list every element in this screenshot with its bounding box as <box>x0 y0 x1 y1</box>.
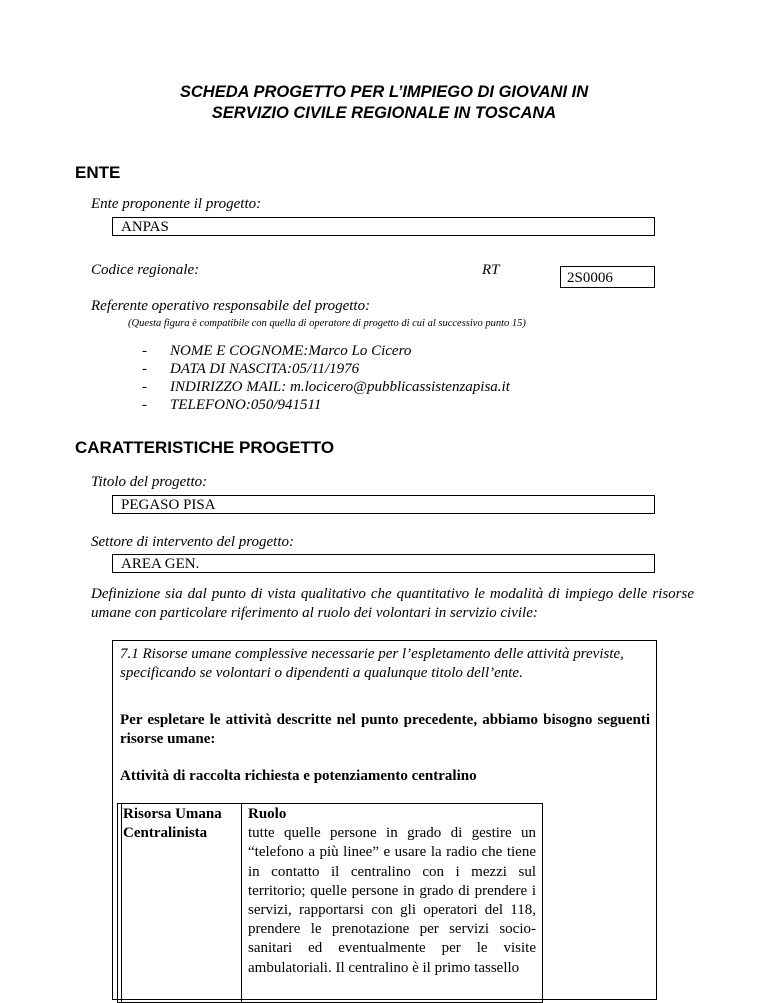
risorse-intro: Per espletare le attività descritte nel punto precedente, abbiamo bisogno seguenti risorse umane: <box>120 712 650 747</box>
title-line-1: SCHEDA PROGETTO PER L’IMPIEGO DI GIOVANI IN <box>179 83 589 101</box>
risorse-question: 7.1 Risorse umane complessive necessarie per l’espletamento delle attività previste, specificando se volontari o dipendenti a qualunque titolo dell’ente. <box>120 646 624 681</box>
codice-regionale-prefix: RT <box>482 262 500 278</box>
titolo-progetto-label: Titolo del progetto: <box>91 474 208 490</box>
referente-list <box>142 342 510 414</box>
list-item: - INDIRIZZO MAIL: m.locicero@pubblicassistenzapisa.it <box>142 378 510 396</box>
document-title <box>0 82 768 124</box>
codice-regionale-label: Codice regionale: <box>91 262 200 278</box>
risorse-subheading: Attività di raccolta richiesta e potenziamento centralino <box>120 768 477 784</box>
table-cell-ruolo: tutte quelle persone in grado di gestire un “telefono a più linee” e usare la radio che tiene in contatto il centralino con i mezzi sul territorio; quelle persone in grado di prendere i servizi, rapportarsi con gli operatori del 118, prendere le prenotazione per servizi socio-sanitari ed eventualmente per le visite ambulatoriali. Il centralino è il primo tassello <box>248 825 536 976</box>
table-cell-risorsa: Centralinista <box>123 825 208 841</box>
section-ente-heading: ENTE <box>75 163 121 182</box>
titolo-progetto-field: PEGASO PISA <box>112 495 655 514</box>
list-item: - TELEFONO:050/941511 <box>142 396 510 414</box>
risorse-umane-box <box>112 640 657 1000</box>
table-col-ruolo <box>242 804 542 1002</box>
section-progetto-heading: CARATTERISTICHE PROGETTO <box>75 438 335 457</box>
referente-label: Referente operativo responsabile del progetto: <box>91 298 371 314</box>
ente-proponente-field: ANPAS <box>112 217 655 236</box>
table-header-risorsa: Risorsa Umana <box>123 806 222 822</box>
definizione-paragraph: Definizione sia dal punto di vista qualitativo che quantitativo le modalità di impiego delle risorse umane con particolare riferimento al ruolo dei volontari in servizio civile: <box>91 586 694 621</box>
ente-proponente-label: Ente proponente il progetto: <box>91 196 262 212</box>
settore-field: AREA GEN. <box>112 554 655 573</box>
list-item: - DATA DI NASCITA:05/11/1976 <box>142 360 510 378</box>
list-item: - NOME E COGNOME:Marco Lo Cicero <box>142 342 510 360</box>
settore-label: Settore di intervento del progetto: <box>91 534 295 550</box>
risorse-table <box>117 803 543 1003</box>
codice-regionale-field: 2S0006 <box>560 266 655 288</box>
referente-note: (Questa figura è compatibile con quella di operatore di progetto di cui al successivo punto 15) <box>128 318 526 329</box>
table-header-ruolo: Ruolo <box>248 806 287 822</box>
title-line-2: SERVIZIO CIVILE REGIONALE IN TOSCANA <box>211 104 557 122</box>
table-col-risorsa <box>118 804 242 1002</box>
